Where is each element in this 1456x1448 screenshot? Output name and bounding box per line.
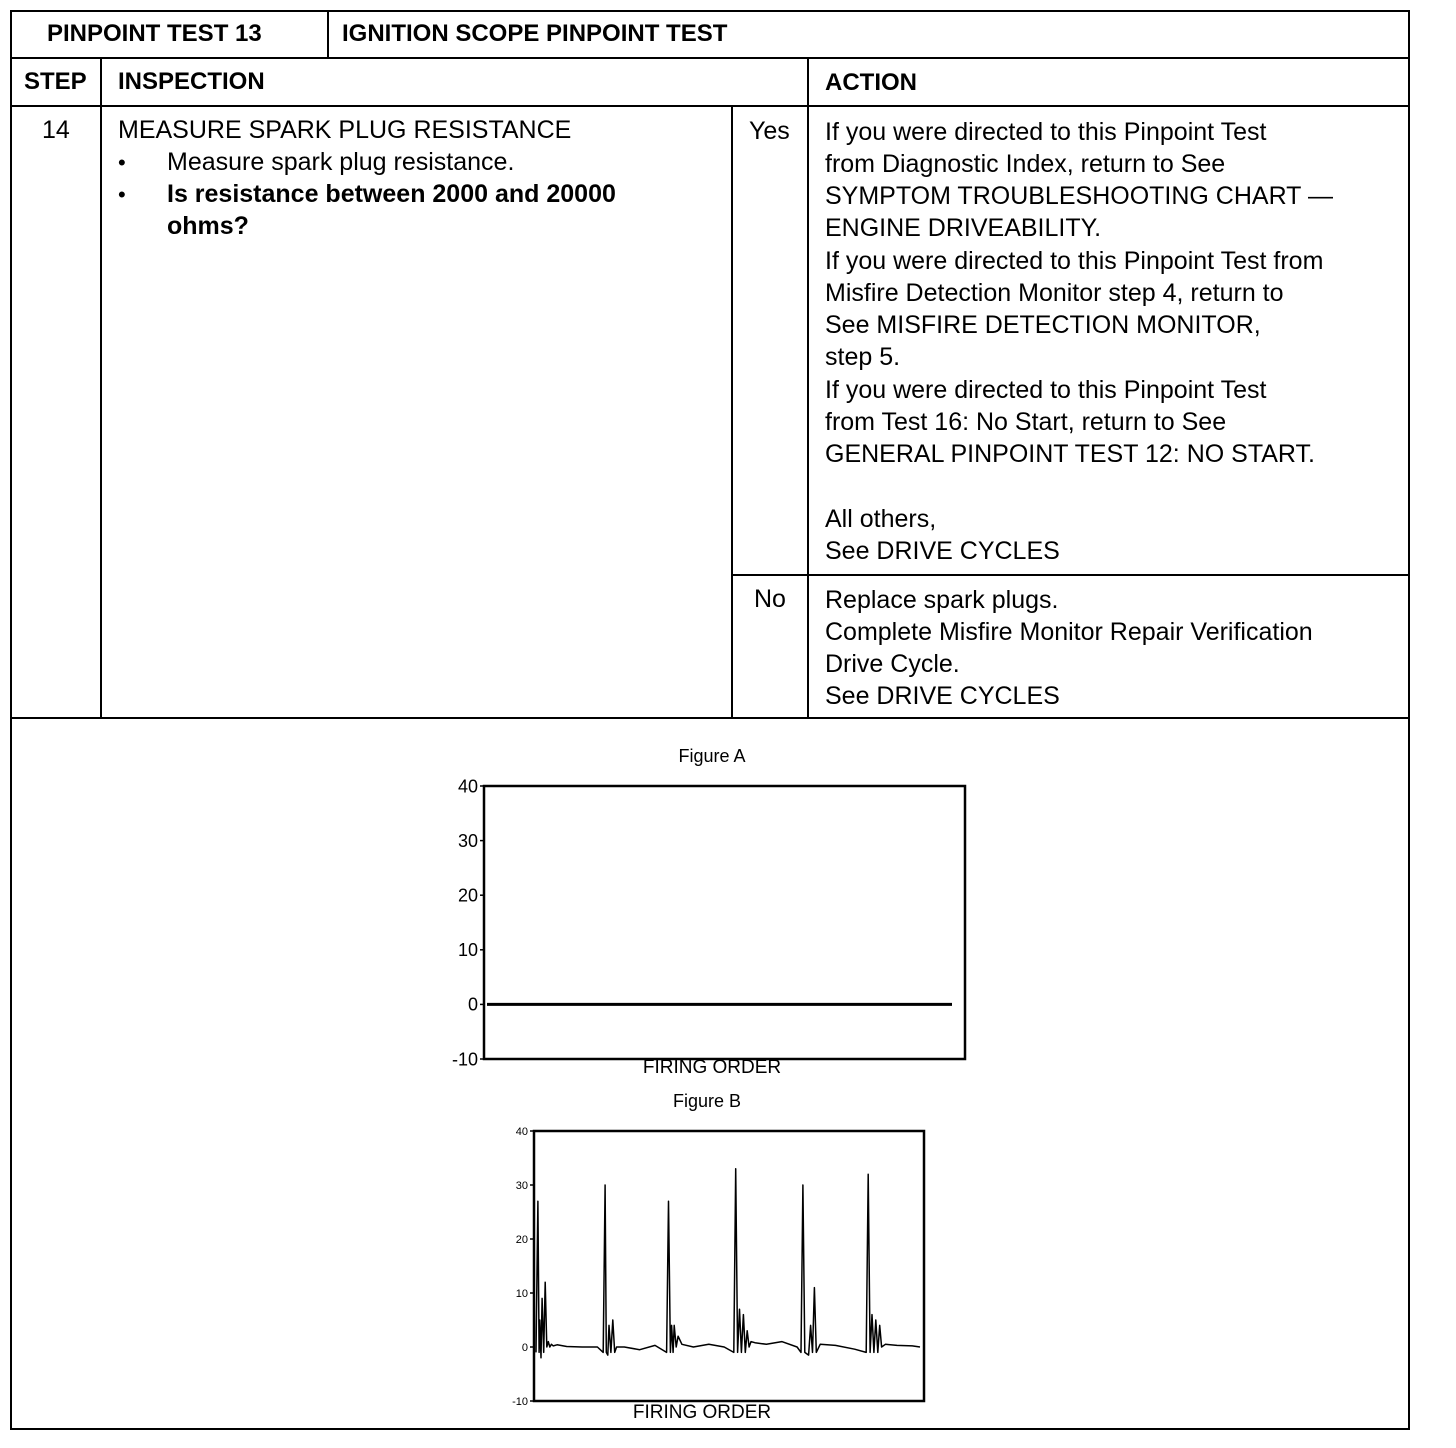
inspection-question-continued: ohms? xyxy=(167,212,249,240)
table-bottom-divider xyxy=(12,717,1408,719)
yes-action-line: GENERAL PINPOINT TEST 12: NO START. xyxy=(825,440,1315,468)
yes-action-line: All others, xyxy=(825,505,937,533)
inspection-question: Is resistance between 2000 and 20000 xyxy=(167,180,616,208)
title-divider xyxy=(327,12,329,57)
y-tick-label: 20 xyxy=(515,1233,528,1246)
y-tick-label: 10 xyxy=(457,940,478,961)
test-title: IGNITION SCOPE PINPOINT TEST xyxy=(342,20,728,47)
action-column-divider xyxy=(807,57,809,717)
answer-column-divider xyxy=(731,105,733,717)
figure-b-xlabel: FIRING ORDER xyxy=(632,1402,772,1423)
yes-action-line: If you were directed to this Pinpoint Test xyxy=(825,118,1267,146)
y-tick-label: 40 xyxy=(457,776,478,797)
plot-frame xyxy=(534,1131,924,1401)
column-header-step: STEP xyxy=(24,68,87,95)
plot-frame xyxy=(484,786,965,1059)
step-title: MEASURE SPARK PLUG RESISTANCE xyxy=(118,116,572,144)
yes-action-line: from Test 16: No Start, return to See xyxy=(825,408,1227,436)
column-header-inspection: INSPECTION xyxy=(118,68,265,95)
yes-action-line: If you were directed to this Pinpoint Test from xyxy=(825,247,1324,275)
pinpoint-test-document xyxy=(10,10,1410,1430)
bullet-icon: • xyxy=(118,150,126,175)
figure-b-chart xyxy=(482,1112,922,1408)
bullet-icon: • xyxy=(118,182,126,207)
yes-action-line: from Diagnostic Index, return to See xyxy=(825,150,1226,178)
answer-yes-label: Yes xyxy=(749,117,790,145)
figure-b-title: Figure B xyxy=(672,1091,742,1111)
answer-no-label: No xyxy=(754,585,786,613)
step-column-divider xyxy=(100,57,102,717)
inspection-bullet-1: Measure spark plug resistance. xyxy=(167,148,515,176)
y-tick-label: 20 xyxy=(457,885,478,906)
no-action-line: Complete Misfire Monitor Repair Verification xyxy=(825,618,1313,646)
y-tick-label: 0 xyxy=(467,994,478,1015)
series-line xyxy=(536,1169,920,1358)
y-tick-label: -10 xyxy=(451,1049,478,1070)
y-tick-label: 30 xyxy=(457,830,478,851)
step-number: 14 xyxy=(42,116,70,144)
test-id: PINPOINT TEST 13 xyxy=(47,20,262,47)
no-action-line: Replace spark plugs. xyxy=(825,586,1059,614)
yes-action-line: step 5. xyxy=(825,343,901,371)
y-tick-label: 30 xyxy=(515,1179,528,1192)
yes-action-line: ENGINE DRIVEABILITY. xyxy=(825,214,1102,242)
y-tick-label: 40 xyxy=(515,1125,528,1138)
column-header-divider xyxy=(12,105,1408,107)
yes-action-line: If you were directed to this Pinpoint Test xyxy=(825,376,1267,404)
y-tick-label: 10 xyxy=(515,1287,528,1300)
yes-no-divider xyxy=(732,574,1408,576)
column-header-action: ACTION xyxy=(825,69,917,96)
y-tick-label: 0 xyxy=(521,1341,528,1354)
yes-action-line: See DRIVE CYCLES xyxy=(825,537,1060,565)
y-tick-label: -10 xyxy=(512,1395,528,1408)
no-action-line: See DRIVE CYCLES xyxy=(825,682,1060,710)
header-divider xyxy=(12,57,1408,59)
yes-action-line: SYMPTOM TROUBLESHOOTING CHART — xyxy=(825,182,1333,210)
figure-a-title: Figure A xyxy=(678,746,746,766)
figure-a-xlabel: FIRING ORDER xyxy=(642,1057,782,1078)
yes-action-line: Misfire Detection Monitor step 4, return to xyxy=(825,279,1284,307)
yes-action-line: See MISFIRE DETECTION MONITOR, xyxy=(825,311,1261,339)
no-action-line: Drive Cycle. xyxy=(825,650,960,678)
